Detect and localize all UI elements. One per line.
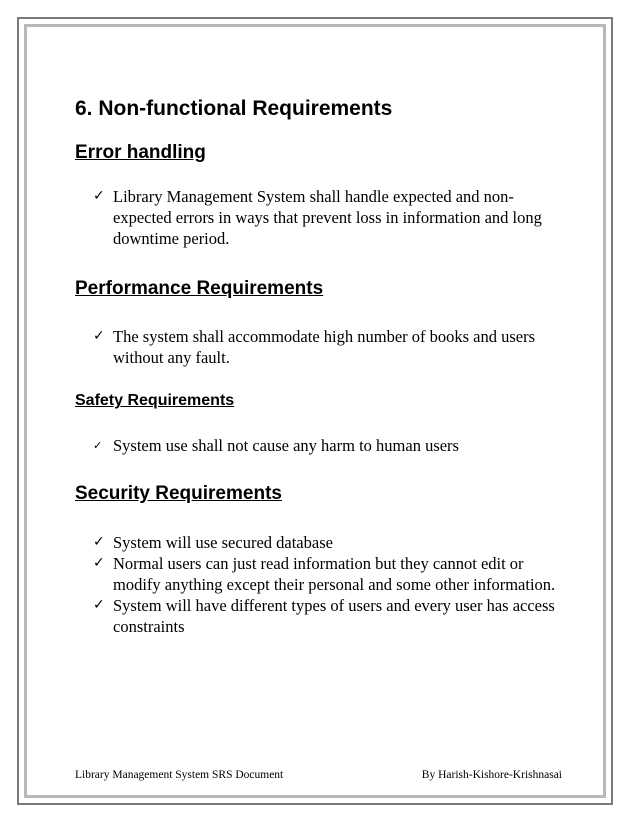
heading-error-handling: Error handling bbox=[75, 142, 206, 163]
list-item bbox=[93, 186, 563, 249]
heading-performance-requirements: Performance Requirements bbox=[75, 278, 324, 299]
list-item bbox=[93, 595, 563, 637]
list-item-text: Library Management System shall handle expected and non-expected errors in ways that prevent loss in information and long downtime period. bbox=[113, 187, 542, 248]
checkmark-icon: ✓ bbox=[93, 188, 105, 204]
list-item-text: System will have different types of users and every user has access constraints bbox=[113, 596, 555, 636]
list-security-requirements bbox=[93, 532, 563, 637]
list-item-text: System will use secured database bbox=[113, 533, 333, 552]
list-item bbox=[93, 326, 563, 368]
list-item-text: The system shall accommodate high number of books and users without any fault. bbox=[113, 327, 536, 367]
checkmark-icon: ✓ bbox=[93, 597, 105, 613]
checkmark-icon: ✓ bbox=[93, 555, 105, 571]
heading-security-requirements: Security Requirements bbox=[75, 483, 282, 504]
checkmark-icon: ✓ bbox=[93, 534, 105, 550]
footer-document-title: Library Management System SRS Document bbox=[75, 769, 284, 781]
list-item bbox=[93, 435, 563, 456]
list-safety-requirements bbox=[93, 435, 563, 456]
list-error-handling bbox=[93, 186, 563, 249]
page-border-inner bbox=[24, 24, 606, 798]
section-title: 6. Non-functional Requirements bbox=[75, 97, 393, 120]
list-item-text: System use shall not cause any harm to human users bbox=[113, 436, 459, 455]
list-item bbox=[93, 553, 563, 595]
list-item-text: Normal users can just read information but they cannot edit or modify anything except their personal and some other information. bbox=[113, 554, 556, 594]
list-item bbox=[93, 532, 563, 553]
heading-safety-requirements: Safety Requirements bbox=[75, 392, 235, 409]
list-performance-requirements bbox=[93, 326, 563, 368]
checkmark-icon: ✓ bbox=[93, 328, 105, 344]
checkmark-icon: ✓ bbox=[93, 439, 103, 452]
footer-authors: By Harish-Kishore-Krishnasai bbox=[421, 769, 562, 781]
